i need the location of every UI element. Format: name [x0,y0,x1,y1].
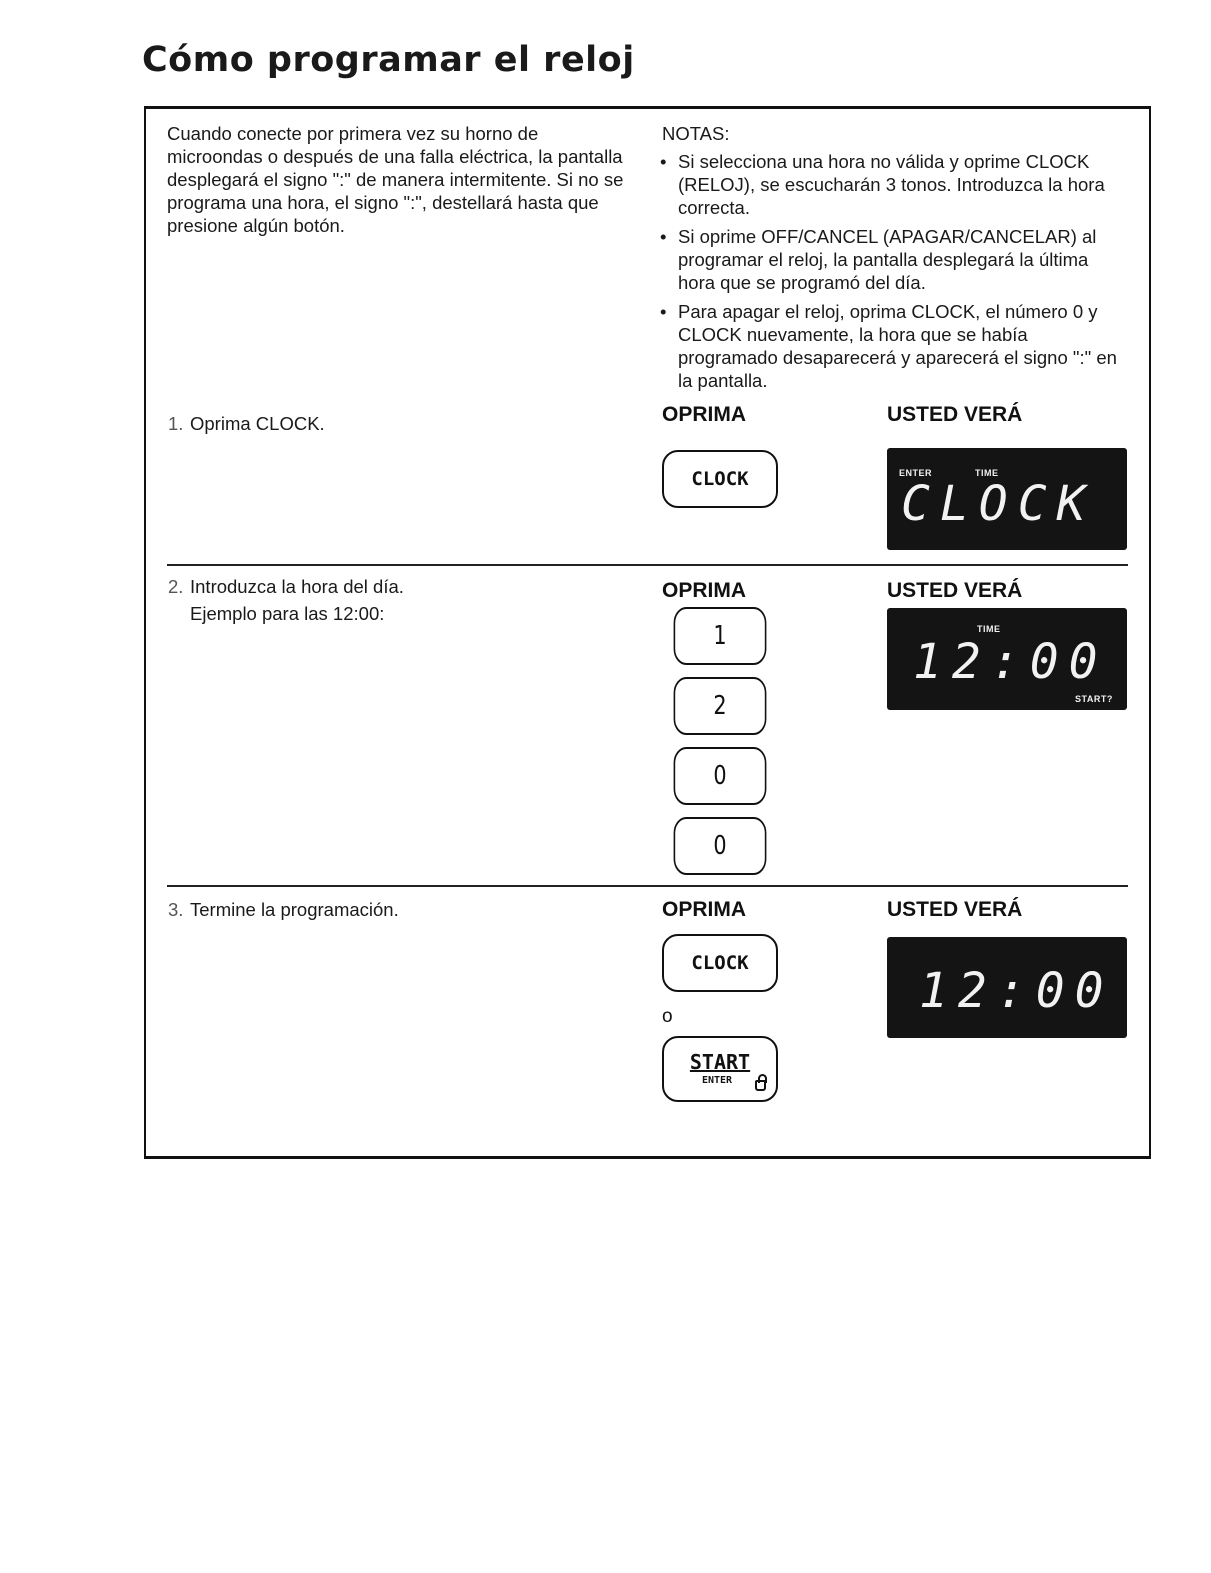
display-indicator: TIME [977,624,1001,634]
step-number: 3. [168,899,184,920]
step-number: 1. [168,413,184,434]
start-enter-button[interactable] [662,1036,778,1102]
see-header: USTED VERÁ [887,898,1023,921]
step-text: Oprima CLOCK. [190,413,325,434]
display-clock [887,448,1127,550]
or-label: o [662,1006,673,1027]
display-readout: 12:00 [919,963,1114,1019]
display-readout: CLOCK [901,476,1096,532]
enter-label: ENTER [701,1075,733,1086]
clock-button[interactable]: CLOCK [662,450,778,508]
step-text: Introduzca la hora del día. [190,576,404,597]
display-time-set [887,937,1127,1038]
press-header: OPRIMA [662,579,746,602]
press-header: OPRIMA [662,898,746,921]
step-2 [168,573,404,627]
divider [167,885,1128,887]
step-number: 2. [168,576,184,597]
page-title: Cómo programar el reloj [142,40,635,80]
display-time-entry [887,608,1127,710]
digit-0-button[interactable]: 0 [674,817,767,875]
digit-1-button[interactable]: 1 [674,607,767,665]
see-header: USTED VERÁ [887,579,1023,602]
see-header: USTED VERÁ [887,403,1023,426]
start-label: START [689,1050,751,1074]
digit-2-button[interactable]: 2 [674,677,767,735]
note-item: • Si oprime OFF/CANCEL (APAGAR/CANCELAR) al programar el reloj, la pantalla desplegará la última hora que se programó del día. [660,225,1120,294]
clock-button[interactable]: CLOCK [662,934,778,992]
display-indicator: ENTER [899,468,933,478]
digit-0-button[interactable]: 0 [674,747,767,805]
step-1 [168,410,325,437]
divider [167,564,1128,566]
lock-icon [755,1080,766,1091]
display-readout: 12:00 [913,634,1108,690]
press-header: OPRIMA [662,403,746,426]
step-text: Termine la programación. [190,899,399,920]
note-item: • Para apagar el reloj, oprima CLOCK, el número 0 y CLOCK nuevamente, la hora que se había programado desaparecerá y aparecerá el signo ":" en la pantalla. [660,300,1120,392]
intro-paragraph: Cuando conecte por primera vez su horno de microondas o después de una falla eléctrica, la pantalla desplegará el signo ":" de manera intermitente. Si no se programa una hora, el signo ":", destellará hasta que presione algún botón. [167,123,624,236]
notes-heading: NOTAS: [662,123,730,144]
display-indicator: START? [1075,694,1113,704]
step-3 [168,896,399,923]
step-subtext: Ejemplo para las 12:00: [190,603,385,624]
display-indicator: TIME [975,468,999,478]
notes-list [660,150,1120,398]
note-item: • Si selecciona una hora no válida y oprime CLOCK (RELOJ), se escucharán 3 tonos. Introduzca la hora correcta. [660,150,1120,219]
